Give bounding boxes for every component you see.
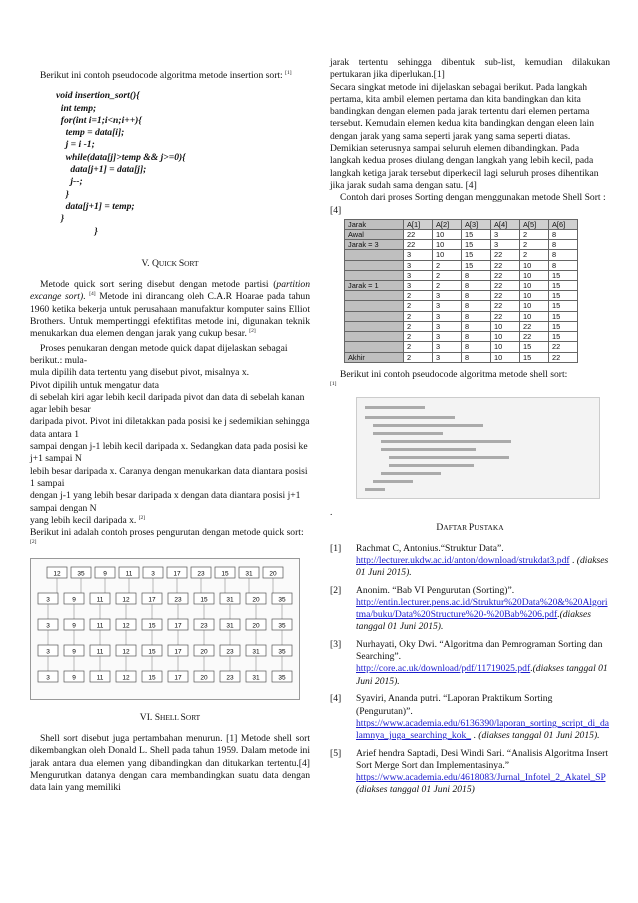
table-cell: 15 xyxy=(462,230,491,240)
table-cell: 22 xyxy=(491,291,520,301)
table-cell: 2 xyxy=(433,270,462,280)
section-heading-shell-sort: VI. SHELL SORT xyxy=(139,711,201,723)
tree-node-value: 35 xyxy=(278,622,286,630)
table-cell: 2 xyxy=(404,321,433,331)
table-row xyxy=(345,352,578,362)
tree-node-value: 3 xyxy=(46,674,50,682)
code-line: data[j+1] = temp; xyxy=(56,200,135,212)
tree-node-value: 17 xyxy=(174,648,182,656)
code-line: } xyxy=(56,213,65,225)
table-cell xyxy=(345,321,404,331)
table-cell xyxy=(345,270,404,280)
tree-node-value: 12 xyxy=(122,596,130,604)
reference-link[interactable]: http://lecturer.ukdw.ac.id/anton/download/strukdat3.pdf xyxy=(356,554,570,566)
code-line: } xyxy=(56,188,69,200)
tree-node-value: 31 xyxy=(252,648,260,656)
section-heading-references: DAFTAR PUSTAKA xyxy=(436,522,504,534)
code-line: temp = data[i]; xyxy=(56,127,125,139)
tree-node-value: 23 xyxy=(174,596,182,604)
tree-node-value: 11 xyxy=(96,622,104,630)
reference-text: Arief hendra Saptadi, Desi Windi Sari. “Analisis Algoritma Insert Sort Merge Sort dan Implementasinya.” xyxy=(356,747,609,771)
table-cell: 8 xyxy=(549,260,578,270)
tree-node-value: 20 xyxy=(200,648,208,656)
shell-sort-code-image xyxy=(356,397,600,499)
reference-link[interactable]: https://www.academia.edu/6136390/laporan_sorting_script_di_dalamnya_juga_searching_kok_ xyxy=(356,717,610,741)
table-cell: 8 xyxy=(462,352,491,362)
tree-node-value: 17 xyxy=(174,622,182,630)
tree-node-value: 23 xyxy=(200,622,208,630)
right-column xyxy=(330,0,610,802)
table-cell: 3 xyxy=(433,352,462,362)
reference-number: [1] xyxy=(330,542,342,554)
table-row xyxy=(345,342,578,352)
table-cell: 3 xyxy=(433,332,462,342)
table-cell: 10 xyxy=(520,301,549,311)
table-cell xyxy=(345,311,404,321)
reference-link[interactable]: http://entin.lecturer.pens.ac.id/Struktur%20Data%20&%20Algoritma/buku/Data%20Structure%20-%20Bab%206.pdf xyxy=(356,596,608,621)
table-cell: 3 xyxy=(404,250,433,260)
tree-node-value: 23 xyxy=(226,674,234,682)
reference-item xyxy=(330,585,610,634)
table-cell: 22 xyxy=(549,352,578,362)
tree-node-value: 17 xyxy=(174,674,182,682)
code-line: j = i -1; xyxy=(56,139,95,151)
table-header-cell: Jarak xyxy=(345,219,404,229)
reference-separator: . xyxy=(557,609,560,621)
table-cell: 15 xyxy=(462,240,491,250)
tree-node-value: 31 xyxy=(245,570,253,578)
reference-access-date: (diakses 01 Juni 2015). xyxy=(356,554,609,578)
table-cell: 3 xyxy=(404,281,433,291)
table-cell: 2 xyxy=(520,250,549,260)
reference-number: [5] xyxy=(330,747,342,759)
table-header-cell: A[4] xyxy=(491,219,520,229)
tree-node-value: 20 xyxy=(252,596,260,604)
table-cell: 3 xyxy=(433,342,462,352)
tree-node-value: 17 xyxy=(173,570,181,578)
table-row xyxy=(345,270,578,280)
tree-node-value: 3 xyxy=(46,622,50,630)
table-cell xyxy=(345,291,404,301)
table-row xyxy=(345,321,578,331)
table-cell: 10 xyxy=(520,311,549,321)
tree-node-value: 35 xyxy=(77,570,85,578)
reference-text: Nurhayati, Oky Dwi. “Algoritma dan Pemrograman Sorting dan Searching”. xyxy=(356,639,603,663)
table-row xyxy=(345,291,578,301)
table-cell: 15 xyxy=(462,250,491,260)
shell-sort-table-body xyxy=(345,219,578,362)
table-cell: 22 xyxy=(491,281,520,291)
table-cell: Jarak = 1 xyxy=(345,281,404,291)
table-cell: 8 xyxy=(549,230,578,240)
table-cell: 22 xyxy=(520,332,549,342)
table-cell: 15 xyxy=(462,260,491,270)
code-line: int temp; xyxy=(56,102,97,114)
table-header-cell: A[6] xyxy=(549,219,578,229)
table-cell: 2 xyxy=(520,240,549,250)
table-cell: 15 xyxy=(520,352,549,362)
table-cell: 10 xyxy=(520,281,549,291)
code-line: for(int i=1;i<n;i++){ xyxy=(56,114,142,126)
tree-node-value: 35 xyxy=(278,596,286,604)
table-cell: Akhir xyxy=(345,352,404,362)
quick-sort-steps: Proses penukaran dengan metode quick dapat dijelaskan sebagai berikut.: mula- mula dipilih data tertentu yang disebut pivot, misalnya x. Pivot dipilih untuk mengatur data di sebelah kiri agar lebih kecil daripada pivot dan data di sebelah kanan agar lebih besar daripada pivot. Pivot ini diletakkan pada posisi ke j sedemikian sehingga data antara 1 sampai dengan j-1 lebih kecil daripada x. Sedangkan data pada posisi ke j+1 sampai N lebih besar daripada x. Caranya dengan menukarkan data diantara posisi 1 sampai dengan j-1 yang lebih besar daripada x dengan data diantara posisi j+1 sampai dengan N yang lebih kecil daripada x. [2] xyxy=(30,342,310,526)
references-list xyxy=(330,543,610,797)
table-cell: Awal xyxy=(345,230,404,240)
shell-sort-continued: jarak tertentu sehingga dibentuk sub-list, kemudian dilakukan pertukaran jika diperlukan.[1] xyxy=(330,57,610,81)
table-cell: 3 xyxy=(491,230,520,240)
tree-node-value: 12 xyxy=(122,648,130,656)
reference-separator: . xyxy=(569,554,577,566)
shell-sort-summary: Secara singkat metode ini dijelaskan sebagai berikut. Pada langkah pertama, kita ambil elemen pertama dan kita bandingkan dan kita bandingkan dengan elemen pada jarak tertentu dari elemen pertama tersebut. Kemudain elemen kedua kita bandingkan dengan eleen lain dengan jarak yang sama seperti jarak yang sama seperti diatas. Demikian seterusnya sampai seluruh elemen dibandingkan. Pada langkah kedua proses diulang dengan langkah yang lebih kecil, pada langkah ketiga jarak tersebut diperkecil lagi seluruh proses dihentikan jika jarak sudah sama dengan satu. [4] xyxy=(330,81,599,191)
tree-node-value: 17 xyxy=(148,596,156,604)
table-row xyxy=(345,250,578,260)
table-cell: 3 xyxy=(433,321,462,331)
table-cell: 8 xyxy=(462,301,491,311)
table-cell xyxy=(345,332,404,342)
tree-node-value: 9 xyxy=(103,570,107,578)
table-cell: 15 xyxy=(520,342,549,352)
table-cell: 15 xyxy=(549,281,578,291)
reference-item xyxy=(330,748,610,797)
table-cell: 22 xyxy=(404,230,433,240)
quick-sort-tree-figure xyxy=(30,558,300,700)
table-cell: 15 xyxy=(549,311,578,321)
table-cell: 22 xyxy=(491,250,520,260)
table-row xyxy=(345,260,578,270)
table-cell: 15 xyxy=(549,321,578,331)
insertion-intro: Berikut ini contoh pseudocode algoritma metode insertion sort: [1] xyxy=(40,69,292,81)
reference-link[interactable]: https://www.academia.edu/4618083/Jurnal_Infotel_2_Akatel_SP xyxy=(356,772,606,784)
table-cell: 10 xyxy=(433,230,462,240)
tree-node-value: 20 xyxy=(200,674,208,682)
reference-item xyxy=(330,693,610,742)
table-cell: 10 xyxy=(491,342,520,352)
tree-node-value: 3 xyxy=(151,570,155,578)
table-cell: 10 xyxy=(491,352,520,362)
tree-node-value: 3 xyxy=(46,596,50,604)
table-cell: 8 xyxy=(462,291,491,301)
table-cell xyxy=(345,250,404,260)
section-heading-quick-sort: V. QUICK SORT xyxy=(141,257,199,269)
table-cell: 3 xyxy=(433,301,462,311)
code-line: data[j+1] = data[j]; xyxy=(56,164,147,176)
shell-sort-table xyxy=(344,219,578,363)
table-cell: 2 xyxy=(520,230,549,240)
table-cell: 2 xyxy=(404,342,433,352)
table-header-cell: A[1] xyxy=(404,219,433,229)
table-cell: 22 xyxy=(549,342,578,352)
tree-node-value: 9 xyxy=(72,674,76,682)
tree-node-value: 31 xyxy=(226,622,234,630)
table-row xyxy=(345,230,578,240)
table-row xyxy=(345,281,578,291)
tree-node-value: 12 xyxy=(53,570,61,578)
tree-node-value: 15 xyxy=(148,648,156,656)
reference-number: [3] xyxy=(330,639,342,651)
insertion-code xyxy=(30,90,310,238)
tree-node-value: 9 xyxy=(72,622,76,630)
tree-node-value: 20 xyxy=(269,570,277,578)
reference-text: Anonim. “Bab VI Pengurutan (Sorting)”. xyxy=(356,584,515,596)
table-cell: 8 xyxy=(549,240,578,250)
reference-item xyxy=(330,639,610,688)
tree-node-value: 15 xyxy=(148,622,156,630)
table-cell: 3 xyxy=(433,291,462,301)
table-cell: 22 xyxy=(520,321,549,331)
table-cell xyxy=(345,260,404,270)
table-cell: 22 xyxy=(491,270,520,280)
table-cell: 22 xyxy=(404,240,433,250)
reference-access-date: (diakses tanggal 01 Juni 2015). xyxy=(478,729,600,741)
reference-number: [4] xyxy=(330,693,342,705)
table-cell xyxy=(345,301,404,311)
tree-node-value: 31 xyxy=(252,674,260,682)
tree-node-value: 11 xyxy=(125,570,133,578)
table-row xyxy=(345,301,578,311)
table-cell: 2 xyxy=(404,301,433,311)
table-row xyxy=(345,332,578,342)
tree-node-value: 12 xyxy=(122,622,130,630)
table-cell: 15 xyxy=(549,270,578,280)
shell-sort-paragraph: Shell sort disebut juga pertambahan menurun. [1] Metode shell sort dikembangkan oleh Donald L. Shell pada tahun 1959. Dalam metode ini jarak antara dua elemen yang dibandingkan dan ditukarkan tertentu.[4] Mengurutkan datanya dengan cara membandingkan suatu data dengan data lain yang memiliki xyxy=(30,732,310,794)
code-line: } xyxy=(56,225,98,237)
reference-access-date: (diakses tanggal 01 Juni 2015). xyxy=(356,663,608,687)
table-cell: 2 xyxy=(433,260,462,270)
table-cell: 8 xyxy=(462,321,491,331)
left-column xyxy=(30,0,310,794)
table-header-cell: A[5] xyxy=(520,219,549,229)
table-cell: 3 xyxy=(404,270,433,280)
table-cell: 10 xyxy=(491,321,520,331)
table-cell: 2 xyxy=(404,291,433,301)
table-cell: 8 xyxy=(462,270,491,280)
table-cell: 10 xyxy=(520,260,549,270)
tree-node-value: 11 xyxy=(96,596,104,604)
tree-node-value: 9 xyxy=(72,648,76,656)
table-cell: 2 xyxy=(404,311,433,321)
table-cell: 8 xyxy=(462,281,491,291)
table-cell: 2 xyxy=(404,352,433,362)
tree-node-value: 9 xyxy=(72,596,76,604)
table-cell: 10 xyxy=(520,270,549,280)
tree-node-value: 11 xyxy=(96,674,104,682)
reference-number: [2] xyxy=(330,584,342,596)
table-cell: 22 xyxy=(491,260,520,270)
tree-node-value: 20 xyxy=(252,622,260,630)
table-cell: 8 xyxy=(462,342,491,352)
table-cell: 15 xyxy=(549,291,578,301)
tree-node-value: 15 xyxy=(200,596,208,604)
quick-sort-tree-svg xyxy=(31,559,299,699)
table-row xyxy=(345,311,578,321)
table-cell: 10 xyxy=(520,291,549,301)
reference-item xyxy=(330,543,610,580)
tree-node-value: 11 xyxy=(96,648,104,656)
table-header-row xyxy=(345,219,578,229)
tree-node-value: 35 xyxy=(278,674,286,682)
code-screenshot-placeholder xyxy=(357,398,599,498)
tree-node-value: 15 xyxy=(148,674,156,682)
reference-access-date: (diakses tanggal 01 Juni 2015) xyxy=(356,784,475,796)
shell-code-intro: Berikut ini contoh pseudocode algoritma metode shell sort: [1] xyxy=(330,368,568,387)
trailing-dot: . xyxy=(330,507,333,519)
quick-sort-paragraph: Metode quick sort sering disebut dengan metode partisi (partition excange sort). [4] Metode ini dirancang oleh C.A.R Hoarae pada tahun 1960 ketika bekerja untuk perusahaan manufaktur komputer sains Elliot Brothers. Untuk mempertinggi efektifitas metode ini, digunakan teknik menukarkan dua elemen dengan jarak yang cukup besar. [2] xyxy=(30,279,311,340)
table-cell: 3 xyxy=(491,240,520,250)
table-cell: 10 xyxy=(491,332,520,342)
table-cell: 2 xyxy=(433,281,462,291)
reference-text: Rachmat C, Antonius.“Struktur Data”. xyxy=(356,542,504,554)
table-header-cell: A[2] xyxy=(433,219,462,229)
table-cell: 8 xyxy=(549,250,578,260)
table-cell xyxy=(345,342,404,352)
table-cell: 8 xyxy=(462,311,491,321)
tree-node-value: 15 xyxy=(221,570,229,578)
quick-sort-example-intro: Berikut ini adalah contoh proses pengurutan dengan metode quick sort: [2] xyxy=(30,527,304,546)
tree-node-value: 12 xyxy=(122,674,130,682)
tree-node-value: 23 xyxy=(226,648,234,656)
table-cell: 3 xyxy=(433,311,462,321)
tree-node-value: 3 xyxy=(46,648,50,656)
table-cell: 2 xyxy=(404,332,433,342)
table-row xyxy=(345,240,578,250)
code-line: j--; xyxy=(56,176,83,188)
tree-node-value: 35 xyxy=(278,648,286,656)
table-cell: 15 xyxy=(549,301,578,311)
reference-separator: . xyxy=(530,663,533,675)
code-line: while(data[j]>temp && j>=0){ xyxy=(56,151,186,163)
table-cell: 10 xyxy=(433,250,462,260)
table-cell: 8 xyxy=(462,332,491,342)
tree-node-value: 23 xyxy=(197,570,205,578)
table-cell: 22 xyxy=(491,301,520,311)
shell-sort-example-intro: Contoh dari proses Sorting dengan menggunakan metode Shell Sort : [4] xyxy=(330,192,606,216)
table-cell: Jarak = 3 xyxy=(345,240,404,250)
reference-text: Syaviri, Ananda putri. “Laporan Praktikum Sorting (Pengurutan)”. xyxy=(356,693,553,717)
table-cell: 3 xyxy=(404,260,433,270)
table-cell: 10 xyxy=(433,240,462,250)
reference-separator: . xyxy=(471,729,479,741)
table-cell: 22 xyxy=(491,311,520,321)
code-line: void insertion_sort(){ xyxy=(56,90,140,102)
reference-link[interactable]: http://core.ac.uk/download/pdf/11719025.pdf xyxy=(356,663,531,675)
reference-access-date: (diakses tanggal 01 Juni 2015). xyxy=(356,609,591,633)
table-header-cell: A[3] xyxy=(462,219,491,229)
table-cell: 15 xyxy=(549,332,578,342)
tree-node-value: 31 xyxy=(226,596,234,604)
